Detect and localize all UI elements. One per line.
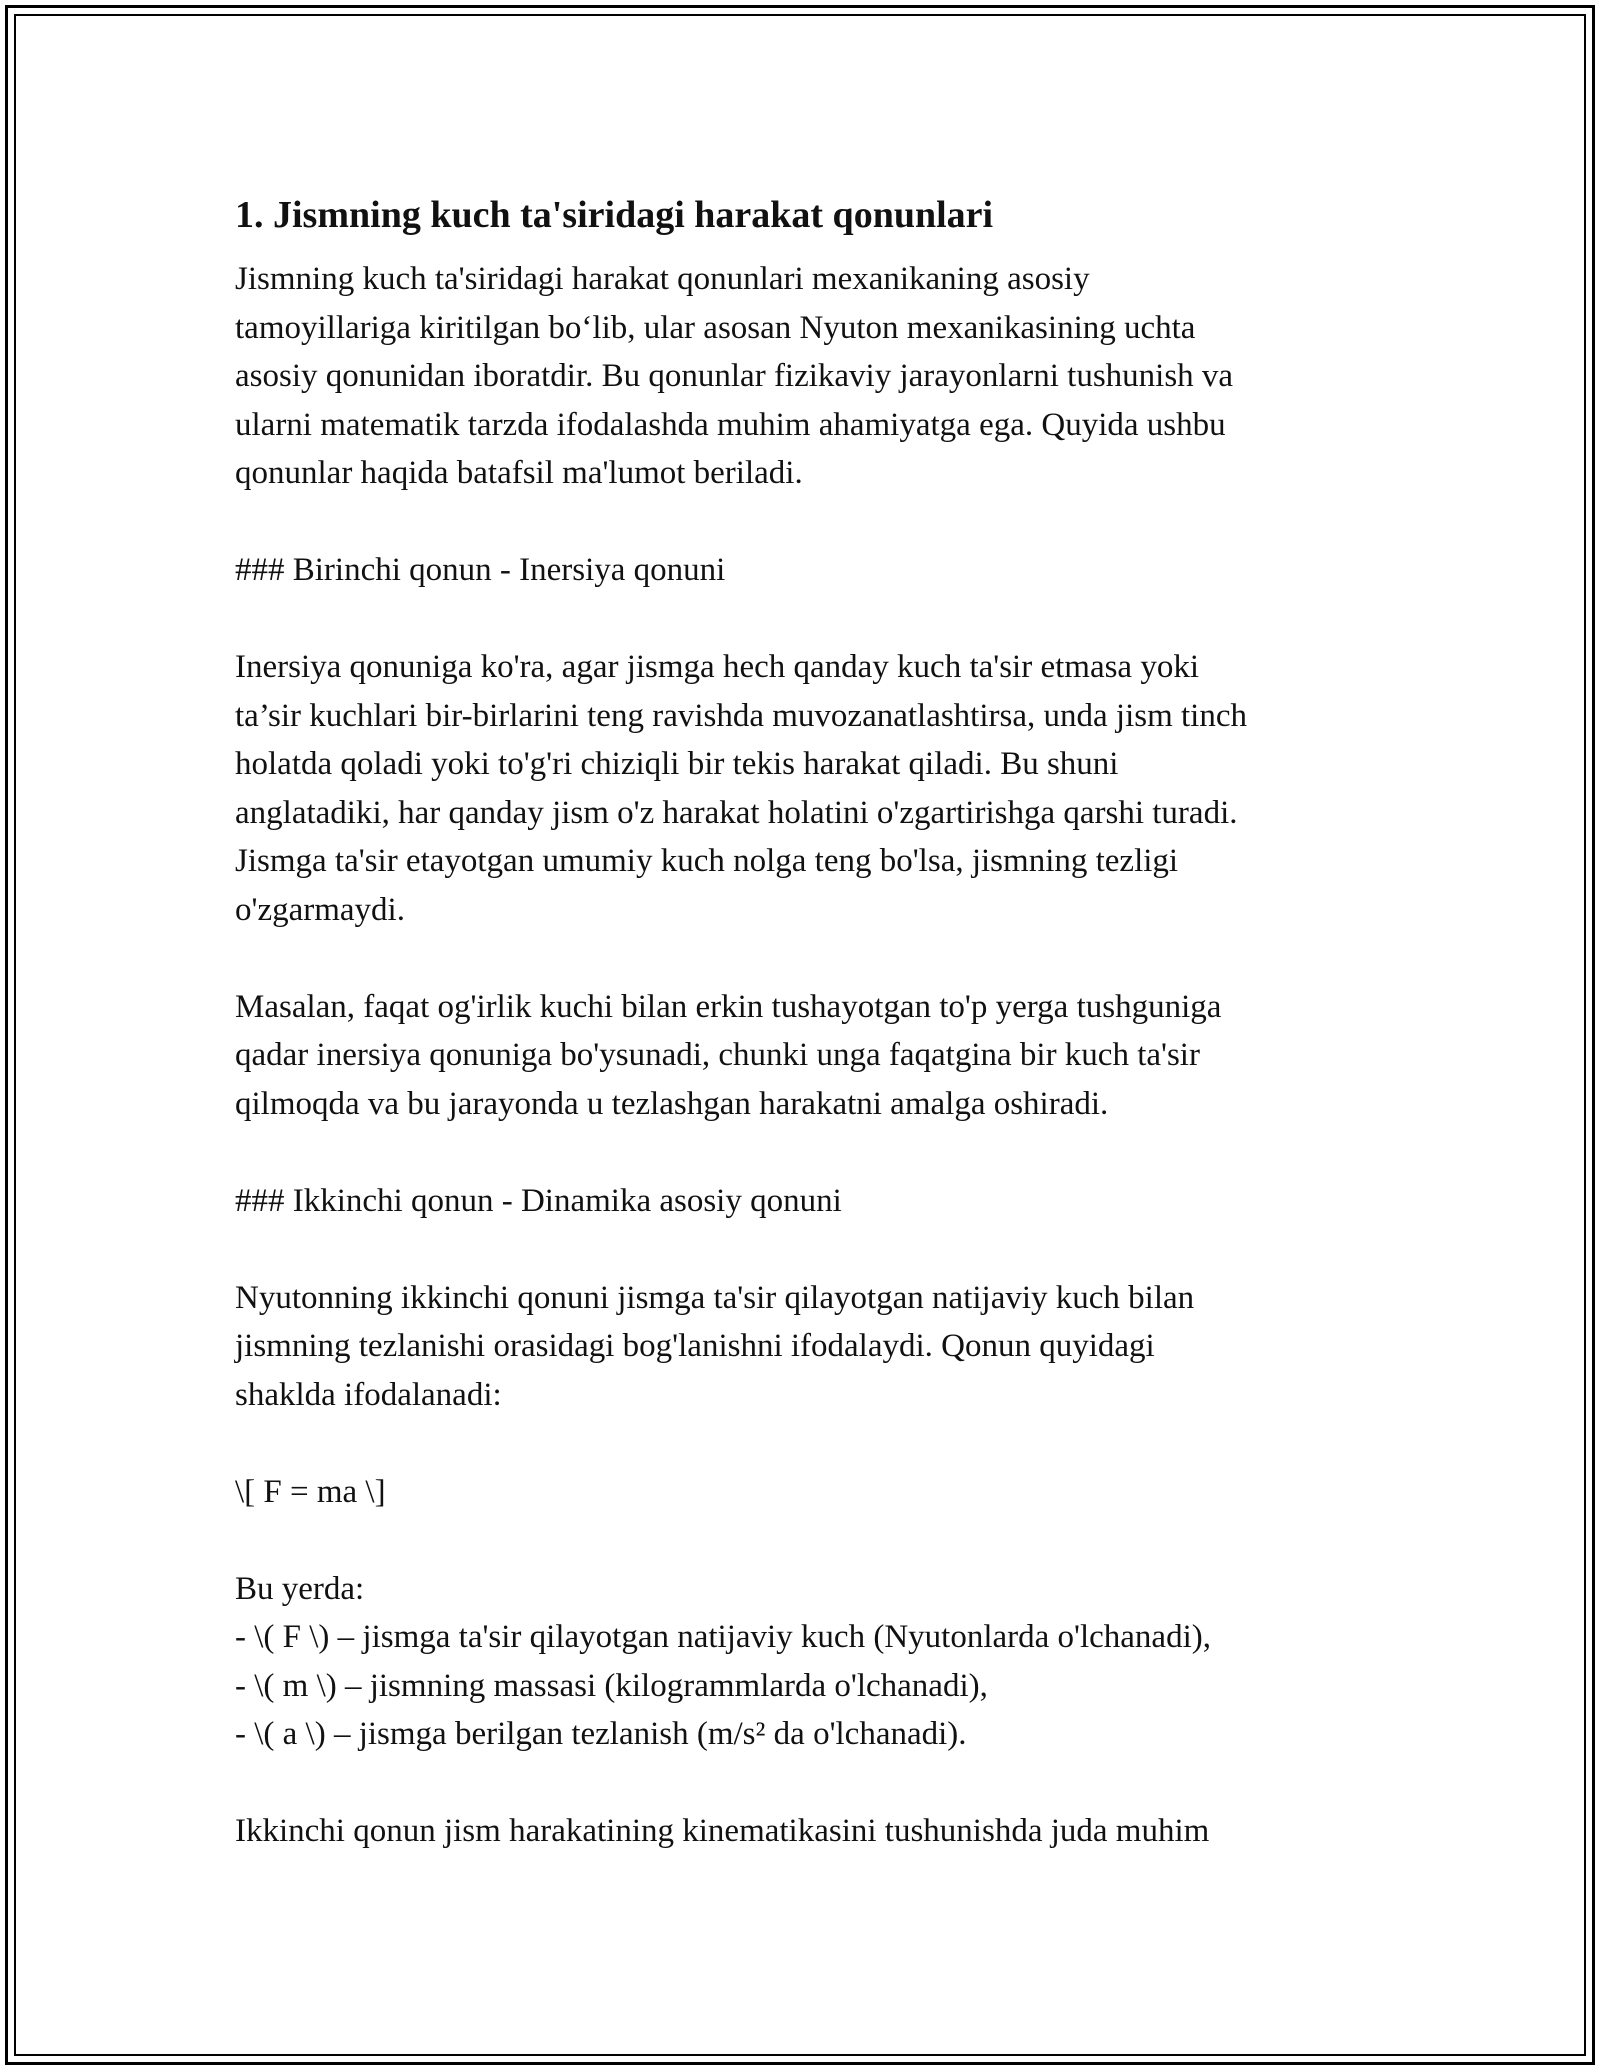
spacer bbox=[235, 1419, 1375, 1468]
second-law-paragraph: Nyutonning ikkinchi qonuni jismga ta'sir qilayotgan natijaviy kuch bilan jismning tezlanishi orasidagi bog'lanishni ifodalaydi. Qonun quyidagi shaklda ifodalanadi: bbox=[235, 1279, 1195, 1413]
spacer bbox=[235, 498, 1375, 547]
definition-force: - \( F \) – jismga ta'sir qilayotgan natijaviy kuch (Nyutonlarda o'lchanadi), bbox=[235, 1619, 1211, 1655]
spacer bbox=[235, 1516, 1375, 1565]
document-title: 1. Jismning kuch ta'siridagi harakat qonunlari bbox=[235, 194, 994, 236]
spacer bbox=[235, 1128, 1375, 1177]
first-law-paragraph: Inersiya qonuniga ko'ra, agar jismga hech qanday kuch ta'sir etmasa yoki ta’sir kuchlari bir-birlarini teng ravishda muvozanatlashtirsa, unda jism tinch holatda qoladi yoki to'g'ri chiziqli bir tekis harakat qiladi. Bu shuni anglatadiki, har qanday jism o'z harakat holatini o'zgartirishga qarshi turadi. Jismga ta'sir etayotgan umumiy kuch nolga teng bo'lsa, jismning tezligi o'zgarmaydi. bbox=[235, 649, 1247, 928]
definition-acceleration: - \( a \) – jismga berilgan tezlanish (m/s² da o'lchanadi). bbox=[235, 1716, 967, 1752]
spacer bbox=[235, 1759, 1375, 1808]
where-label: Bu yerda: bbox=[235, 1570, 365, 1607]
first-law-heading: ### Birinchi qonun - Inersiya qonuni bbox=[235, 552, 726, 588]
second-law-heading: ### Ikkinchi qonun - Dinamika asosiy qonuni bbox=[235, 1182, 842, 1219]
intro-paragraph: Jismning kuch ta'siridagi harakat qonunlari mexanikaning asosiy tamoyillariga kiritilgan bo‘lib, ular asosan Nyuton mexanikasining uchta asosiy qonunidan iboratdir. Bu qonunlar fizikaviy jarayonlarni tushunish va ularni matematik tarzda ifodalashda muhim ahamiyatga ega. Quyida ushbu qonunlar haqida batafsil ma'lumot beriladi. bbox=[235, 261, 1234, 491]
spacer bbox=[235, 595, 1375, 644]
example-paragraph: Masalan, faqat og'irlik kuchi bilan erkin tushayotgan to'p yerga tushguniga qadar inersiya qonuniga bo'ysunadi, chunki unga faqatgina bir kuch ta'sir qilmoqda va bu jarayonda u tezlashgan harakatni amalga oshiradi. bbox=[235, 988, 1222, 1122]
spacer bbox=[235, 1225, 1375, 1274]
formula-line: \[ F = ma \] bbox=[235, 1473, 386, 1510]
definition-mass: - \( m \) – jismning massasi (kilogrammlarda o'lchanadi), bbox=[235, 1667, 988, 1704]
closing-paragraph: Ikkinchi qonun jism harakatining kinematikasini tushunishda juda muhim bbox=[235, 1813, 1210, 1849]
document-body bbox=[235, 187, 1375, 1856]
spacer bbox=[235, 934, 1375, 983]
